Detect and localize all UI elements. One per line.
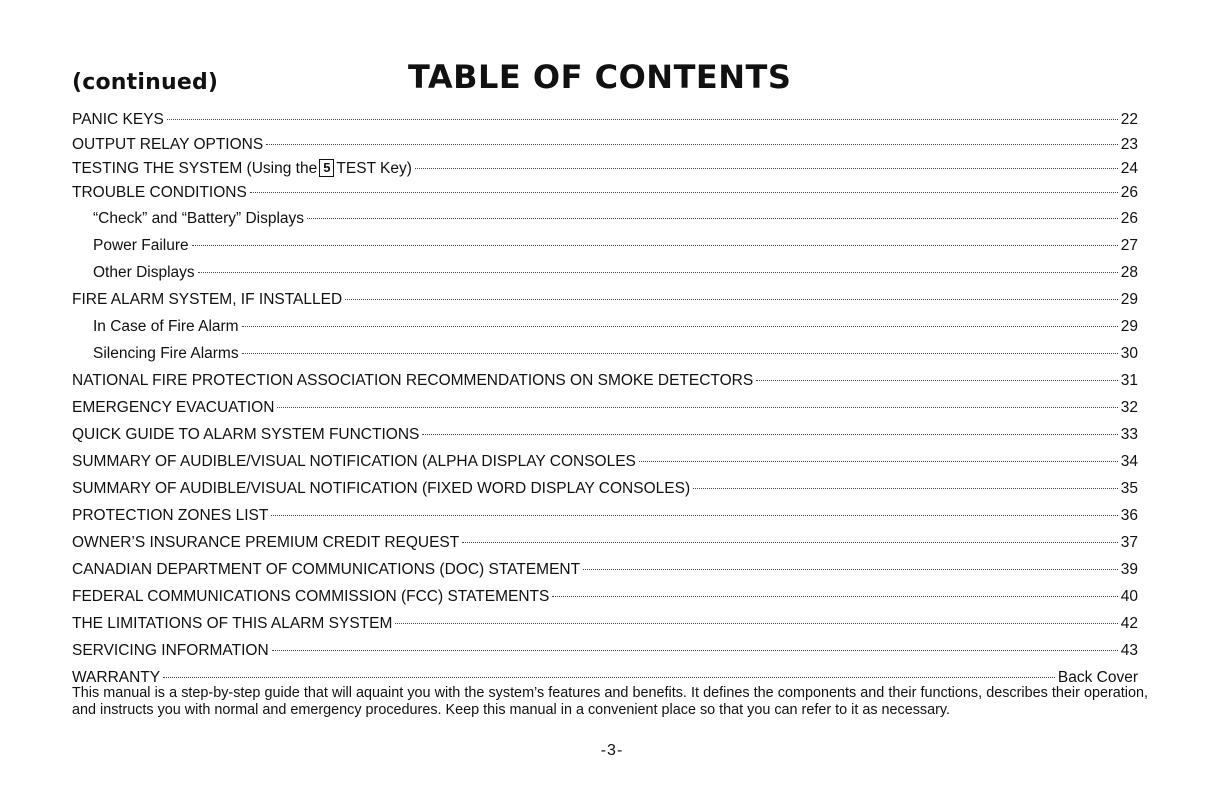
page-title: TABLE OF CONTENTS [408, 58, 792, 96]
toc-entry [72, 475, 1138, 502]
toc-entry [72, 421, 1138, 448]
toc-page-number: 22 [1120, 111, 1138, 128]
toc-entry [72, 502, 1138, 529]
toc-page-number: 40 [1120, 588, 1138, 605]
toc-entry [72, 448, 1138, 475]
toc-entry-label: “Check” and “Battery” Displays [93, 210, 305, 227]
toc-page-number: 33 [1120, 426, 1138, 443]
toc-entry-label: OWNER’S INSURANCE PREMIUM CREDIT REQUEST [72, 534, 460, 551]
toc-page-number: 26 [1120, 210, 1138, 227]
dot-leader [415, 168, 1118, 169]
toc-entry-label: Silencing Fire Alarms [93, 345, 239, 362]
toc-page-number: 24 [1120, 160, 1138, 177]
dot-leader [272, 650, 1118, 651]
toc-page-number: 37 [1120, 534, 1138, 551]
dot-leader [266, 144, 1118, 145]
toc-entry-label: WARRANTY [72, 669, 161, 686]
toc-entry-label: SUMMARY OF AUDIBLE/VISUAL NOTIFICATION (FIXED WORD DISPLAY CONSOLES) [72, 480, 691, 497]
dot-leader [277, 407, 1117, 408]
toc-entry-label-text: TESTING THE SYSTEM (Using the [72, 160, 318, 177]
toc-page-number: 32 [1120, 399, 1138, 416]
toc-entry-label: QUICK GUIDE TO ALARM SYSTEM FUNCTIONS [72, 426, 420, 443]
toc-page-number: 31 [1120, 372, 1138, 389]
dot-leader [395, 623, 1117, 624]
test-key-icon: 5 [319, 159, 334, 177]
toc-entry [72, 367, 1138, 394]
toc-page-number: 29 [1120, 318, 1138, 335]
toc-page-number: 28 [1120, 264, 1138, 281]
toc-page-number: 34 [1120, 453, 1138, 470]
toc-entry-label-text: TEST Key) [336, 160, 412, 177]
toc-entry [72, 610, 1138, 637]
toc-entry [72, 259, 1138, 286]
dot-leader [462, 542, 1118, 543]
toc-page-number: 42 [1120, 615, 1138, 632]
toc-entry [72, 106, 1138, 133]
dot-leader [756, 380, 1118, 381]
toc-page-number: 23 [1120, 136, 1138, 153]
toc-entry-label: CANADIAN DEPARTMENT OF COMMUNICATIONS (DOC) STATEMENT [72, 561, 581, 578]
toc-entry [72, 340, 1138, 367]
dot-leader [242, 353, 1118, 354]
toc-entry [72, 286, 1138, 313]
dot-leader [163, 677, 1055, 678]
toc-page-number: 43 [1120, 642, 1138, 659]
toc-entry-label: OUTPUT RELAY OPTIONS [72, 136, 264, 153]
page-number: -3- [600, 742, 624, 759]
toc-entry-label: Power Failure [93, 237, 189, 254]
dot-leader [639, 461, 1118, 462]
toc-entry-label: TROUBLE CONDITIONS [72, 184, 247, 201]
dot-leader [198, 272, 1118, 273]
toc-entry-label: EMERGENCY EVACUATION [72, 399, 275, 416]
toc-entry [72, 157, 1138, 181]
dot-leader [307, 218, 1118, 219]
dot-leader [242, 326, 1118, 327]
toc-entry-label: THE LIMITATIONS OF THIS ALARM SYSTEM [72, 615, 393, 632]
continued-label: (continued) [72, 70, 219, 95]
dot-leader [583, 569, 1118, 570]
toc-entry [72, 133, 1138, 157]
toc-entry [72, 394, 1138, 421]
toc-entry [72, 205, 1138, 232]
toc-entry [72, 529, 1138, 556]
toc-page-number: Back Cover [1057, 669, 1138, 686]
toc-entry-label [72, 157, 412, 181]
toc-page-number: 39 [1120, 561, 1138, 578]
toc-page-number: 35 [1120, 480, 1138, 497]
toc-entry-label: Other Displays [93, 264, 195, 281]
toc-page-number: 27 [1120, 237, 1138, 254]
toc-entry-label: In Case of Fire Alarm [93, 318, 239, 335]
toc-page-number: 30 [1120, 345, 1138, 362]
dot-leader [345, 299, 1118, 300]
page-header [72, 56, 1138, 106]
toc-entry-label: PROTECTION ZONES LIST [72, 507, 269, 524]
intro-paragraph: This manual is a step-by-step guide that will aquaint you with the system’s features and benefits. It defines the components and their functions, describes their operation, and instructs you with normal and emergency procedures. Keep this manual in a convenient place so that you can refer to it as necessary. [72, 685, 1148, 718]
table-of-contents [72, 106, 1138, 691]
dot-leader [552, 596, 1117, 597]
toc-entry-label: NATIONAL FIRE PROTECTION ASSOCIATION RECOMMENDATIONS ON SMOKE DETECTORS [72, 372, 754, 389]
toc-page-number: 36 [1120, 507, 1138, 524]
dot-leader [192, 245, 1118, 246]
toc-entry-label: SUMMARY OF AUDIBLE/VISUAL NOTIFICATION (ALPHA DISPLAY CONSOLES [72, 453, 636, 470]
toc-entry [72, 556, 1138, 583]
toc-entry-label: FEDERAL COMMUNICATIONS COMMISSION (FCC) STATEMENTS [72, 588, 550, 605]
toc-entry [72, 637, 1138, 664]
dot-leader [250, 192, 1118, 193]
toc-entry-label: PANIC KEYS [72, 111, 164, 128]
toc-entry [72, 583, 1138, 610]
toc-entry [72, 181, 1138, 205]
toc-entry-label: FIRE ALARM SYSTEM, IF INSTALLED [72, 291, 343, 308]
dot-leader [167, 119, 1118, 120]
dot-leader [693, 488, 1118, 489]
dot-leader [271, 515, 1117, 516]
toc-entry [72, 313, 1138, 340]
toc-entry [72, 232, 1138, 259]
toc-entry-label: SERVICING INFORMATION [72, 642, 269, 659]
dot-leader [422, 434, 1117, 435]
toc-page-number: 29 [1120, 291, 1138, 308]
toc-page-number: 26 [1120, 184, 1138, 201]
